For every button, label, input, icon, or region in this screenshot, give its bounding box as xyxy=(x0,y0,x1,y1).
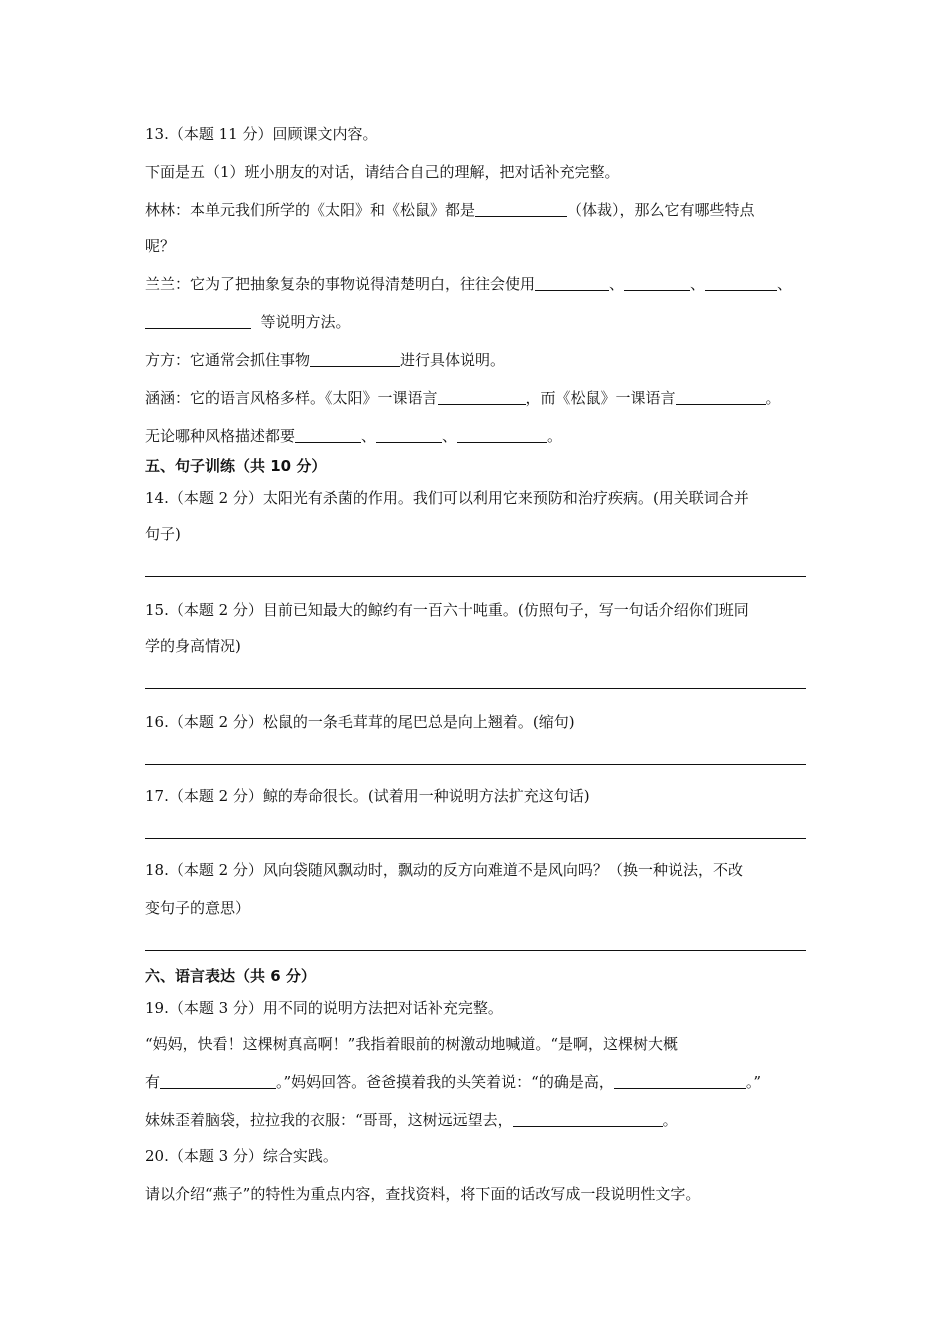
q13-lanlan-cont: 等说明方法。 xyxy=(145,312,351,332)
q16-line1: 16.（本题 2 分）松鼠的一条毛茸茸的尾巴总是向上翘着。(缩句) xyxy=(145,713,575,731)
q13-fangfang: 方方：它通常会抓住事物 进行具体说明。 xyxy=(145,351,506,369)
q15-line1: 15.（本题 2 分）目前已知最大的鲸约有一百六十吨重。(仿照句子，写一句话介绍你们班同 xyxy=(145,601,749,619)
q18-answer-line[interactable] xyxy=(145,950,806,951)
section-5-heading: 五、句子训练（共 10 分） xyxy=(145,457,327,475)
q15-answer-line[interactable] xyxy=(145,688,806,689)
q13-intro: 下面是五（1）班小朋友的对话，请结合自己的理解，把对话补充完整。 xyxy=(145,163,620,181)
q20-line1: 请以介绍“燕子”的特性为重点内容，查找资料，将下面的话改写成一段说明性文字。 xyxy=(145,1185,701,1203)
q17-answer-line[interactable] xyxy=(145,838,806,839)
answer-blank[interactable] xyxy=(475,201,567,217)
q16-answer-line[interactable] xyxy=(145,764,806,765)
q20-title: 20.（本题 3 分）综合实践。 xyxy=(145,1147,338,1165)
answer-blank[interactable] xyxy=(705,275,777,291)
answer-blank[interactable] xyxy=(145,313,251,329)
q13-lanlan: 兰兰：它为了把抽象复杂的事物说得清楚明白，往往会使用 、 、 、 xyxy=(145,275,793,293)
section-6-heading: 六、语言表达（共 6 分） xyxy=(145,967,316,985)
q13-hanhan: 涵涵：它的语言风格多样。《太阳》一课语言 ，而《松鼠》一课语言 。 xyxy=(145,389,781,407)
q15-line2: 学的身高情况) xyxy=(145,637,241,655)
answer-blank[interactable] xyxy=(295,427,361,443)
q18-line1: 18.（本题 2 分）风向袋随风飘动时，飘动的反方向难道不是风向吗？（换一种说法，不改 xyxy=(145,861,743,879)
q19-line1: “妈妈，快看！这棵树真高啊！”我指着眼前的树激动地喊道。“是啊，这棵树大概 xyxy=(145,1035,679,1053)
answer-blank[interactable] xyxy=(513,1111,663,1127)
q19-line2: 有 。”妈妈回答。爸爸摸着我的头笑着说：“的确是高， 。” xyxy=(145,1073,762,1091)
answer-blank[interactable] xyxy=(676,389,766,405)
answer-blank[interactable] xyxy=(614,1073,746,1089)
answer-blank[interactable] xyxy=(457,427,547,443)
q13-linlin: 林林：本单元我们所学的《太阳》和《松鼠》都是 （体裁），那么它有哪些特点 xyxy=(145,201,755,219)
answer-blank[interactable] xyxy=(160,1073,276,1089)
q13-title: 13.（本题 11 分）回顾课文内容。 xyxy=(145,125,378,143)
q13-linlin-cont: 呢？ xyxy=(145,237,176,255)
answer-blank[interactable] xyxy=(376,427,442,443)
q14-line1: 14.（本题 2 分）太阳光有杀菌的作用。我们可以利用它来预防和治疗疾病。(用关联词合并 xyxy=(145,489,749,507)
answer-blank[interactable] xyxy=(624,275,690,291)
answer-blank[interactable] xyxy=(535,275,609,291)
q18-line2: 变句子的意思） xyxy=(145,899,251,917)
answer-blank[interactable] xyxy=(438,389,526,405)
answer-blank[interactable] xyxy=(310,351,400,367)
q13-hanhan-cont: 无论哪种风格描述都要 、 、 。 xyxy=(145,427,563,445)
q17-line1: 17.（本题 2 分）鲸的寿命很长。(试着用一种说明方法扩充这句话) xyxy=(145,787,590,805)
q14-line2: 句子) xyxy=(145,525,181,543)
q19-line3: 妹妹歪着脑袋，拉拉我的衣服：“哥哥，这树远远望去， 。 xyxy=(145,1111,678,1129)
q19-title: 19.（本题 3 分）用不同的说明方法把对话补充完整。 xyxy=(145,999,503,1017)
q14-answer-line[interactable] xyxy=(145,576,806,577)
